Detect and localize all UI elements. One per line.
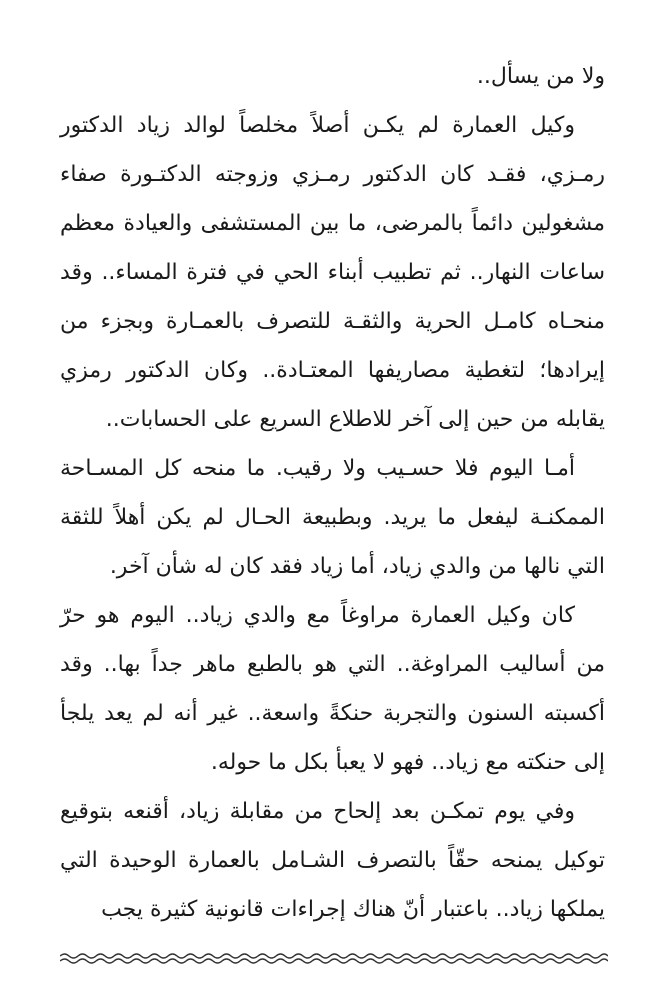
paragraph: كان وكيل العمارة مراوغاً مع والدي زياد.. اليوم هو حرّ من أساليب المراوغة.. التي هو بالطبع ماهر جداً بها.. وقد أكسبته السنون والتجربة حنكةً واسعة.. غير أنه لم يعد يلجأ إلى حنكته مع زياد.. فهو لا يعبأ بكل ما حوله. <box>60 603 605 775</box>
wavy-divider <box>60 950 608 966</box>
paragraph: أمـا اليوم فلا حسـيب ولا رقيب. ما منحه كل المسـاحة الممكنـة ليفعل ما يريد. وبطبيعة الحـال لم يكن أهلاً للثقة التي نالها من والدي زياد، أما زياد فقد كان له شأن آخر. <box>60 456 605 579</box>
paragraph: وكيل العمارة لم يكـن أصلاً مخلصاً لوالد زياد الدكتور رمـزي، فقـد كان الدكتور رمـزي وزوجته الدكتـورة صفاء مشغولين دائماً بالمرضى، ما بين المستشفى والعيادة معظم ساعات النهار.. ثم تطبيب أبناء الحي في فترة المساء.. وقد منحـاه كامـل الحرية والثقـة للتصرف بالعمـارة وبجزء من إيرادها؛ لتغطية مصاريفها المعتـادة.. وكان الدكتور رمزي يقابله من حين إلى آخر للاطلاع السريع على الحسابات.. <box>60 113 605 432</box>
body-text <box>60 52 605 934</box>
paragraph: ولا من يسأل.. <box>476 64 605 89</box>
paragraph: وفي يوم تمكـن بعد إلحاح من مقابلة زياد، أقنعه بتوقيع توكيل يمنحه حقّاً بالتصرف الشـامل بالعمارة الوحيدة التي يملكها زياد.. باعتبار أنّ هناك إجراءات قانونية كثيرة يجب <box>60 799 605 922</box>
